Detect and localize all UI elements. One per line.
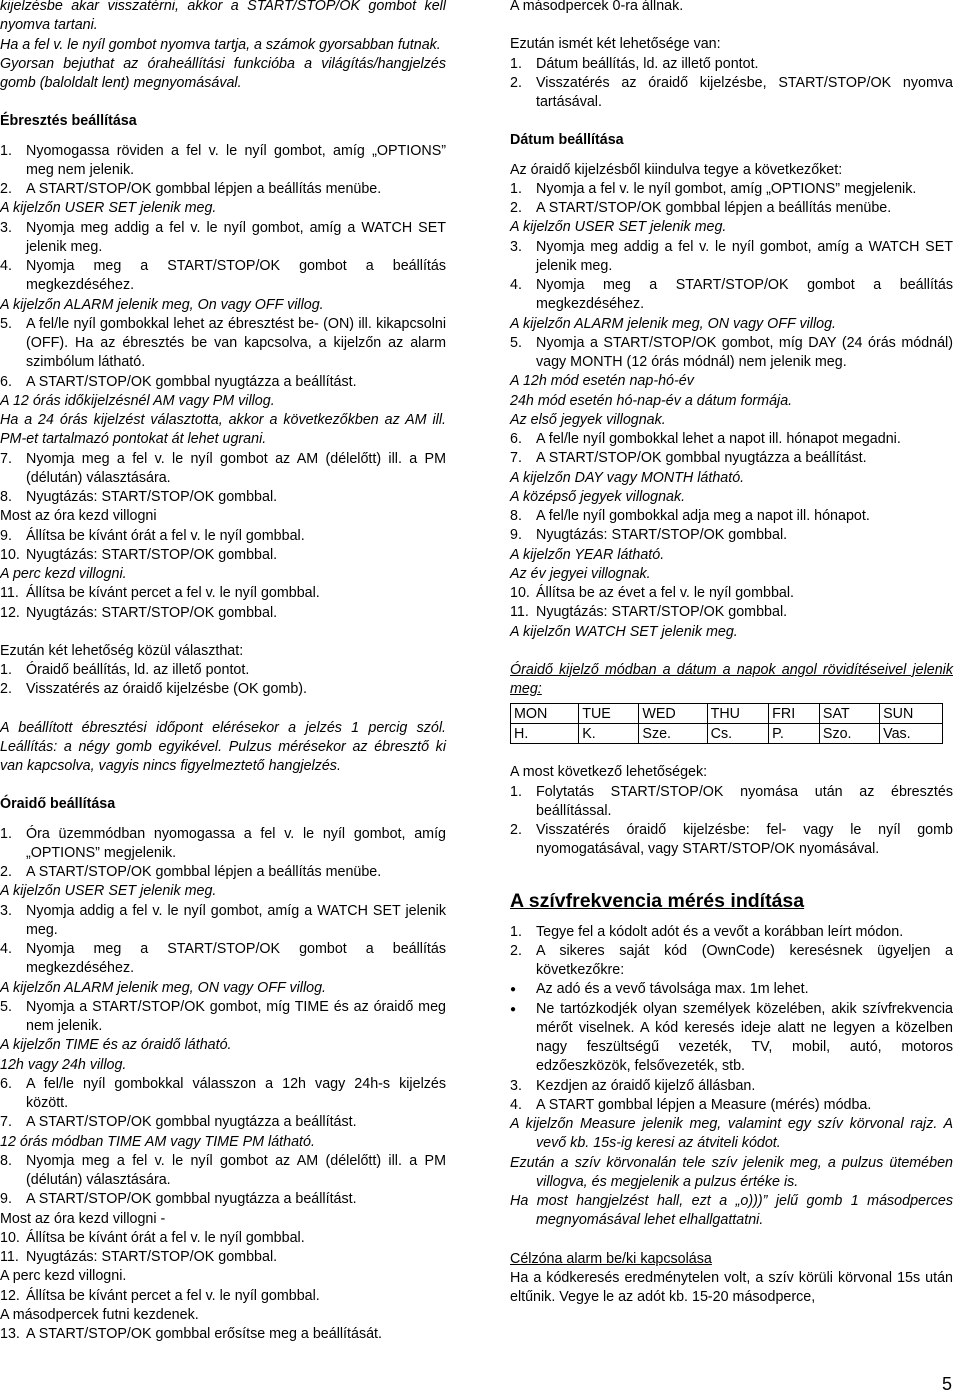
item-number: 3. — [510, 238, 522, 255]
target-title: Célzóna alarm be/ki kapcsolása — [510, 1250, 712, 1267]
item-number: 1. — [0, 825, 12, 842]
options-intro: Ezután két lehetőség közül választhat: — [0, 642, 244, 659]
text-line: A kijelzőn ALARM jelenik meg, ON vagy OFF villog. — [510, 315, 837, 332]
item-number: 2. — [510, 942, 522, 959]
item-number: 1. — [0, 662, 12, 678]
list-item — [510, 180, 953, 199]
item-text: Visszatérés az óraidő kijelzésbe, START/STOP/OK nyomva tartásával. — [536, 74, 953, 110]
alarm-note: A beállított ébresztési időpont elérésekor a jelzés 1 percig szól. Leállítás: a négy gomb egyikével. Pulzus mérésekor az ébresztő ki van kapcsolva, vagyis nincs figyelmeztető hangjelzés. — [0, 719, 446, 774]
item-number: 2. — [510, 822, 522, 838]
spacer — [0, 132, 446, 142]
item-text: Nyomogassa röviden a fel v. le nyíl gombot, amíg „OPTIONS” meg nem jelenik. — [26, 142, 446, 178]
list-item — [0, 604, 446, 623]
list-item — [0, 825, 446, 864]
list-item — [0, 1075, 446, 1114]
day-cell: Cs. — [707, 724, 769, 744]
spacer — [510, 744, 953, 763]
item-text: Nyugtázás: START/STOP/OK gombbal. — [536, 604, 788, 621]
item-text: Visszatérés óraidő kijelzésbe: fel- vagy le nyíl gomb nyomogatásával, vagy START/STOP/OK nyomásával. — [536, 822, 953, 858]
item-number: 2. — [510, 200, 522, 216]
list-item — [510, 526, 953, 545]
item-number: 4. — [510, 1096, 522, 1113]
list-item — [510, 55, 953, 74]
item-text: Nyugtázás: START/STOP/OK gombbal. — [26, 604, 278, 621]
text-line: Az év jegyei villognak. — [510, 565, 651, 582]
item-text: Nyugtázás: START/STOP/OK gombbal. — [536, 527, 788, 544]
date-steps — [510, 180, 953, 642]
day-cell: THU — [707, 704, 769, 724]
spacer — [0, 815, 446, 825]
list-item — [0, 219, 446, 258]
item-number: 3. — [0, 902, 12, 919]
item-number: 9. — [0, 527, 12, 544]
list-item — [0, 450, 446, 489]
list-item — [510, 507, 953, 526]
item-text: Tegye fel a kódolt adót és a vevőt a korábban leírt módon. — [536, 923, 904, 940]
item-text: A sikeres saját kód (OwnCode) keresésnek ügyeljen a következőkre: — [536, 942, 953, 978]
list-item — [510, 603, 953, 622]
item-number: 5. — [0, 315, 12, 332]
days-row-hu — [511, 724, 943, 744]
list-item — [0, 661, 446, 680]
day-cell: H. — [511, 724, 579, 744]
item-text: Nyomja meg a START/STOP/OK gombot a beállítás megkezdéséhez. — [26, 941, 446, 977]
item-number: 6. — [0, 1075, 12, 1092]
item-text: A fel/le nyíl gombokkal lehet az ébresztést be- (ON) ill. kikapcsolni (OFF). Ha az ébresztés be van kapcsolva, a kijelzőn az alarm szimbólum látható. — [26, 315, 446, 371]
text-line: Most az óra kezd villogni - — [0, 1210, 166, 1227]
list-item — [0, 180, 446, 199]
item-number: 5. — [510, 334, 522, 351]
list-item — [510, 821, 953, 860]
text-line: A kijelzőn YEAR látható. — [510, 546, 665, 563]
list-item — [0, 998, 446, 1037]
list-item — [0, 584, 446, 603]
clock-title: Óraidő beállítása — [0, 796, 116, 813]
item-text: A START/STOP/OK gombbal nyugtázza a beállítást. — [536, 450, 867, 467]
day-cell: MON — [511, 704, 579, 724]
text-line: 12h vagy 24h villog. — [0, 1056, 127, 1073]
item-text: Nyomja a START/STOP/OK gombot, míg TIME és az óraidő meg nem jelenik. — [26, 998, 446, 1034]
then-intro: Ezután ismét két lehetősége van: — [510, 36, 721, 53]
item-text: A START/STOP/OK gombbal nyugtázza a beállítást. — [26, 373, 357, 390]
list-item — [0, 1248, 446, 1267]
alarm-steps — [0, 142, 446, 623]
date-intro: Az óraidő kijelzésből kiindulva tegye a következőket: — [510, 161, 843, 178]
day-cell: WED — [639, 704, 707, 724]
item-number: 2. — [0, 864, 12, 880]
spacer — [510, 112, 953, 131]
text-line: A kijelzőn ALARM jelenik meg, On vagy OFF villog. — [0, 296, 324, 313]
list-item — [510, 276, 953, 315]
text-line: A perc kezd villogni. — [0, 1268, 127, 1285]
text-line: 12 órás módban TIME AM vagy TIME PM látható. — [0, 1133, 315, 1150]
item-text: Nyomja addig a fel v. le nyíl gombot, amíg a WATCH SET jelenik meg. — [26, 902, 446, 938]
list-item — [510, 783, 953, 822]
text-line: A kijelzőn USER SET jelenik meg. — [510, 219, 727, 236]
item-text: Nyomja meg addig a fel v. le nyíl gombot, amíg a WATCH SET jelenik meg. — [26, 219, 446, 255]
hr-steps — [510, 923, 953, 1231]
spacer — [510, 879, 953, 889]
spacer — [510, 1231, 953, 1250]
text-line: Most az óra kezd villogni — [0, 508, 157, 525]
list-item — [0, 373, 446, 392]
item-text: Nyomja meg a fel v. le nyíl gombot az AM (délelőtt) ill. a PM (délután) választására. — [26, 450, 446, 486]
item-text: A fel/le nyíl gombokkal lehet a napot ill. hónapot megadni. — [536, 431, 901, 447]
hr-title: A szívfrekvencia mérés indítása — [510, 889, 805, 912]
spacer — [0, 623, 446, 642]
item-number: 13. — [0, 1326, 20, 1342]
text-line: A kijelzőn ALARM jelenik meg, ON vagy OFF villog. — [0, 979, 327, 996]
item-number: 2. — [0, 681, 12, 698]
item-text: Nyugtázás: START/STOP/OK gombbal. — [26, 489, 278, 505]
text-line: A perc kezd villogni. — [0, 566, 127, 582]
item-number: 4. — [0, 258, 12, 274]
alarm-title: Ébresztés beállítása — [0, 113, 137, 130]
bullet-dot-icon: ● — [510, 1003, 517, 1015]
list-item — [0, 940, 446, 979]
clock-steps — [0, 825, 446, 1345]
bullet-dot-icon: ● — [510, 984, 517, 996]
text-line: Ha a 24 órás kijelzést választotta, akkor a következőkben az AM ill. PM-et tartalmazó pontokat át lehet ugrani. — [0, 412, 446, 448]
item-number: 11. — [510, 604, 529, 621]
text-line: A középső jegyek villognak. — [510, 488, 686, 505]
item-number: 4. — [510, 277, 522, 293]
list-item — [510, 923, 953, 942]
item-number: 12. — [0, 604, 20, 621]
item-number: 6. — [510, 431, 522, 447]
item-text: Állítsa be kívánt órát a fel v. le nyíl gombbal. — [26, 527, 305, 544]
day-cell: Szo. — [819, 724, 879, 744]
intro-line: Ha a fel v. le nyíl gombot nyomva tartja, a számok gyorsabban futnak. — [0, 36, 441, 53]
list-item — [510, 199, 953, 218]
item-number: 4. — [0, 941, 12, 957]
day-cell: P. — [769, 724, 820, 744]
item-number: 11. — [0, 1249, 19, 1265]
item-text: Nyomja a START/STOP/OK gombot, míg DAY (24 órás módnál) vagy MONTH (12 órás módnál) nem jelenik meg. — [536, 334, 953, 370]
list-item — [0, 1229, 446, 1248]
list-item — [510, 584, 953, 603]
next-options — [510, 783, 953, 860]
item-number: 2. — [0, 181, 12, 197]
list-item — [0, 902, 446, 941]
item-number: 9. — [0, 1191, 12, 1208]
item-text: A fel/le nyíl gombokkal adja meg a napot ill. hónapot. — [536, 508, 870, 524]
item-text: A START/STOP/OK gombbal lépjen a beállítás menübe. — [26, 181, 382, 197]
item-text: Visszatérés az óraidő kijelzésbe (OK gomb). — [26, 681, 308, 698]
bullet-text: Az adó és a vevő távolsága max. 1m lehet. — [536, 981, 809, 998]
list-item — [510, 430, 953, 449]
item-text: Nyomja meg a START/STOP/OK gombot a beállítás megkezdéséhez. — [536, 277, 953, 313]
day-cell: TUE — [579, 704, 639, 724]
spacer — [0, 93, 446, 112]
item-number: 6. — [0, 373, 12, 390]
item-number: 3. — [510, 1077, 522, 1094]
item-number: 2. — [510, 74, 522, 91]
list-item — [0, 546, 446, 565]
item-number: 8. — [0, 489, 12, 505]
list-item — [510, 1077, 953, 1096]
note-line: A kijelzőn Measure jelenik meg, valamint egy szív körvonal rajz. A vevő kb. 15s-ig keresi az átviteli kódot. — [510, 1116, 953, 1152]
item-number: 10. — [510, 585, 530, 601]
day-cell: SUN — [880, 704, 943, 724]
item-number: 10. — [0, 1229, 20, 1246]
item-text: A START/STOP/OK gombbal erősítse meg a beállítását. — [26, 1326, 382, 1342]
bullet-item — [510, 1000, 953, 1077]
item-text: Nyomja a fel v. le nyíl gombot, amíg „OPTIONS” megjelenik. — [536, 180, 917, 197]
item-text: Kezdjen az óraidő kijelző állásban. — [536, 1077, 756, 1094]
item-number: 7. — [0, 1114, 12, 1131]
item-number: 10. — [0, 546, 20, 563]
day-cell: SAT — [819, 704, 879, 724]
day-cell: FRI — [769, 704, 820, 724]
list-item — [0, 680, 446, 699]
intro-line: kijelzésbe akar visszatérni, akkor a START/STOP/OK gombot kell nyomva tartani. — [0, 0, 446, 34]
page-number: 5 — [941, 1373, 952, 1394]
left-column — [0, 0, 446, 1344]
list-item — [0, 1325, 446, 1344]
item-text: A START/STOP/OK gombbal nyugtázza a beállítást. — [26, 1191, 357, 1208]
list-item — [510, 238, 953, 277]
list-item — [510, 1096, 953, 1115]
text-line: A kijelzőn USER SET jelenik meg. — [0, 200, 217, 217]
item-text: A START/STOP/OK gombbal lépjen a beállítás menübe. — [536, 200, 892, 216]
item-text: A START gombbal lépjen a Measure (mérés) módba. — [536, 1096, 872, 1113]
text-line: A kijelzőn DAY vagy MONTH látható. — [510, 469, 745, 486]
item-number: 1. — [510, 923, 522, 940]
item-text: Dátum beállítás, ld. az illető pontot. — [536, 55, 759, 72]
list-item — [510, 74, 953, 113]
item-text: Nyomja meg a fel v. le nyíl gombot az AM (délelőtt) ill. a PM (délután) választására. — [26, 1152, 446, 1188]
list-item — [510, 449, 953, 468]
item-number: 1. — [0, 142, 12, 159]
days-note: Óraidő kijelző módban a dátum a napok angol rövidítéseivel jelenik meg: — [510, 661, 953, 697]
options-list — [0, 661, 446, 700]
text-line: A kijelzőn TIME és az óraidő látható. — [0, 1037, 232, 1054]
days-table — [510, 703, 943, 744]
seconds-line: A másodpercek 0-ra állnak. — [510, 0, 684, 14]
days-row-en — [511, 704, 943, 724]
bullet-item — [510, 980, 953, 999]
text-line: A kijelzőn USER SET jelenik meg. — [0, 883, 217, 900]
note-line: Ezután a szív körvonalán tele szív jelenik meg, a pulzus ütemében villogva, és megjelenik a pulzus értéke is. — [510, 1154, 953, 1190]
right-column — [510, 0, 953, 1307]
item-text: A START/STOP/OK gombbal nyugtázza a beállítást. — [26, 1114, 357, 1131]
text-line: 24h mód esetén hó-nap-év a dátum formája. — [510, 392, 793, 409]
bullet-text: Ne tartózkodjék olyan személyek közelében, akik szívfrekvencia mérőt viselnek. A kód keresés ideje alatt ne legyen a közelben nagy feszültségű vezeték, TV, mobil, autó, motoros edzőeszközök, felsővezeték, stb. — [536, 1000, 953, 1075]
intro-section — [0, 0, 446, 93]
item-text: Nyugtázás: START/STOP/OK gombbal. — [26, 1249, 278, 1265]
day-cell: Vas. — [880, 724, 943, 744]
spacer — [0, 776, 446, 795]
list-item — [0, 863, 446, 882]
list-item — [0, 315, 446, 373]
target-text: Ha a kódkeresés eredménytelen volt, a szív körüli körvonal 15s után eltűnik. Vegye le az adót kb. 15-20 másodperce, — [510, 1269, 953, 1305]
list-item — [0, 1287, 446, 1306]
list-item — [510, 334, 953, 373]
text-line: A kijelzőn WATCH SET jelenik meg. — [510, 623, 738, 640]
item-number: 1. — [510, 55, 522, 72]
item-number: 3. — [0, 219, 12, 236]
spacer — [510, 16, 953, 35]
intro-line: Gyorsan bejuthat az óraheállítási funkcióba a világítás/hangjelzés gomb (baloldalt lent) megnyomásával. — [0, 55, 446, 91]
item-number: 1. — [510, 180, 522, 197]
item-number: 1. — [510, 783, 522, 800]
spacer — [0, 700, 446, 719]
text-line: A 12 órás időkijelzésnél AM vagy PM villog. — [0, 392, 275, 409]
spacer — [510, 860, 953, 879]
next-intro: A most következő lehetőségek: — [510, 764, 708, 781]
spacer — [510, 151, 953, 161]
note-line: Ha most hangjelzést hall, ezt a „o)))” jelű gomb 1 másodperces megnyomásával lehet elhallgattatni. — [510, 1193, 953, 1229]
item-text: Állítsa be az évet a fel v. le nyíl gombbal. — [536, 585, 795, 601]
list-item — [0, 488, 446, 507]
list-item — [510, 942, 953, 981]
item-number: 5. — [0, 998, 12, 1015]
item-number: 7. — [510, 450, 522, 467]
item-number: 9. — [510, 527, 522, 544]
item-number: 7. — [0, 450, 12, 467]
item-text: Folytatás START/STOP/OK nyomása után az ébresztés beállítással. — [536, 783, 953, 819]
item-number: 8. — [510, 508, 522, 524]
list-item — [0, 1152, 446, 1191]
item-text: Állítsa be kívánt percet a fel v. le nyíl gombbal. — [26, 585, 320, 602]
spacer — [510, 642, 953, 661]
item-text: Nyugtázás: START/STOP/OK gombbal. — [26, 546, 278, 563]
text-line: A 12h mód esetén nap-hó-év — [510, 373, 694, 390]
text-line: A másodpercek futni kezdenek. — [0, 1306, 199, 1323]
text-line: Az első jegyek villognak. — [510, 411, 666, 428]
list-item — [0, 527, 446, 546]
item-text: A START/STOP/OK gombbal lépjen a beállítás menübe. — [26, 864, 382, 880]
item-number: 8. — [0, 1152, 12, 1169]
item-number: 12. — [0, 1287, 20, 1304]
item-text: Nyomja meg a START/STOP/OK gombot a beállítás megkezdéséhez. — [26, 258, 446, 294]
item-text: A fel/le nyíl gombokkal válasszon a 12h vagy 24h-s kijelzés között. — [26, 1075, 446, 1111]
day-cell: K. — [579, 724, 639, 744]
list-item — [0, 1190, 446, 1209]
list-item — [0, 1113, 446, 1132]
day-cell: Sze. — [639, 724, 707, 744]
list-item — [0, 257, 446, 296]
item-text: Állítsa be kívánt percet a fel v. le nyíl gombbal. — [26, 1287, 320, 1304]
item-number: 11. — [0, 585, 19, 602]
spacer — [510, 913, 953, 923]
item-text: Óra üzemmódban nyomogassa a fel v. le nyíl gombot, amíg „OPTIONS” megjelenik. — [26, 825, 446, 861]
date-title: Dátum beállítása — [510, 132, 624, 149]
list-item — [0, 142, 446, 181]
item-text: Állítsa be kívánt órát a fel v. le nyíl gombbal. — [26, 1229, 305, 1246]
then-options — [510, 55, 953, 113]
item-text: Nyomja meg addig a fel v. le nyíl gombot, amíg a WATCH SET jelenik meg. — [536, 238, 953, 274]
item-text: Óraidő beállítás, ld. az illető pontot. — [26, 662, 250, 678]
